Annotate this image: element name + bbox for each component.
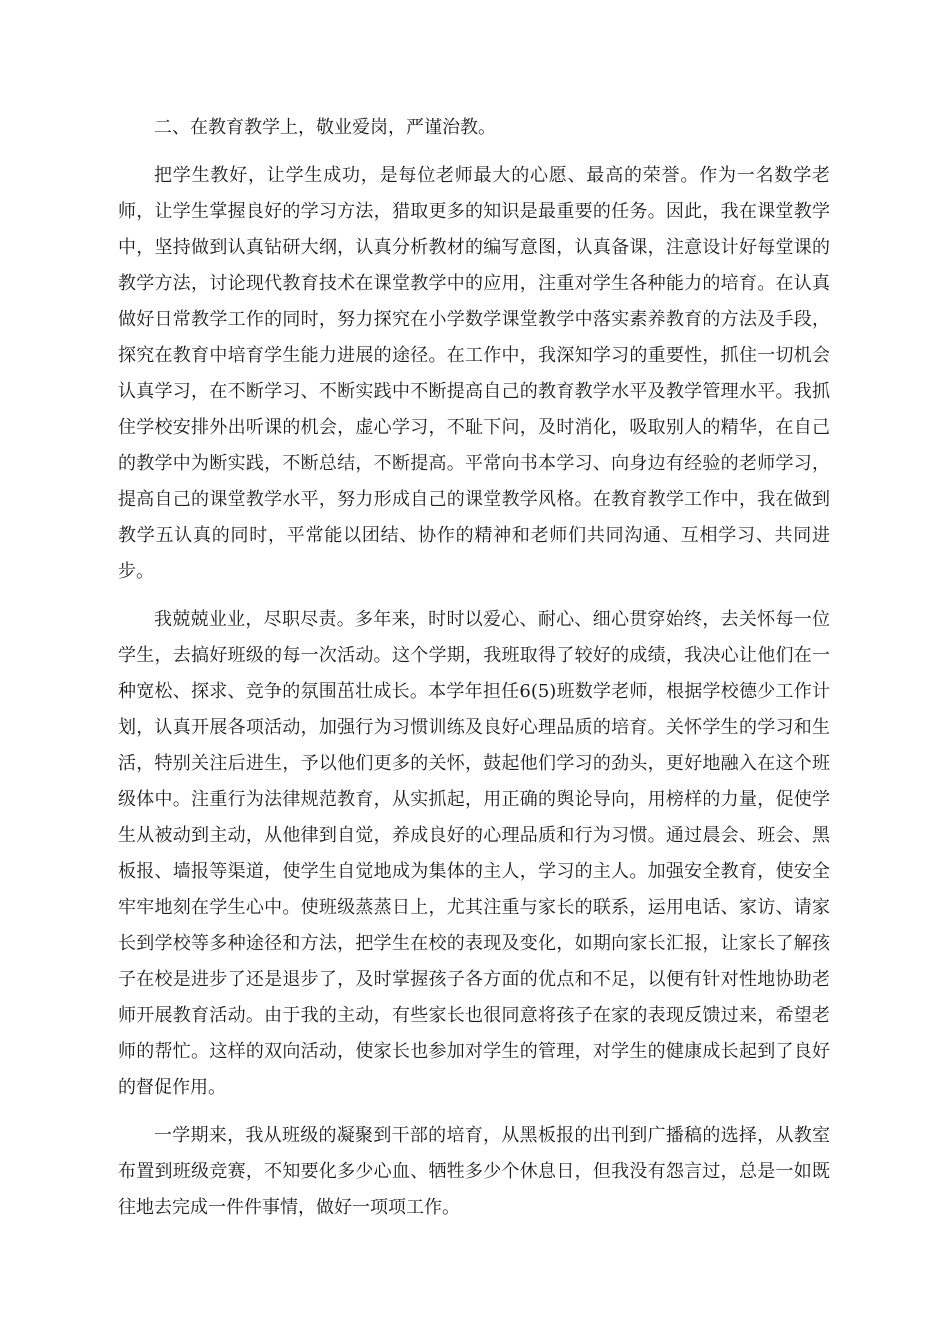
paragraph-summary: 一学期来，我从班级的凝聚到干部的培育，从黑板报的出刊到广播稿的选择，从教室布置到班级竞赛，不知要化多少心血、牺牲多少个休息日，但我没有怨言过，总是一如既往地去完成一件件事情，做好一项项工作。 <box>118 1125 830 1218</box>
section-heading: 二、在教育教学上，敬业爱岗，严谨治教。 <box>154 117 496 138</box>
document-body <box>118 110 830 1238</box>
paragraph-teaching: 把学生教好，让学生成功，是每位老师最大的心愿、最高的荣誉。作为一名数学老师，让学生掌握良好的学习方法，猎取更多的知识是最重要的任务。因此，我在课堂教学中，坚持做到认真钻研大纲，认真分析教材的编写意图，认真备课，注意设计好每堂课的教学方法，讨论现代教育技术在课堂教学中的应用，注重对学生各种能力的培育。在认真做好日常教学工作的同时，努力探究在小学数学课堂教学中落实素养教育的方法及手段，探究在教育中培育学生能力进展的途径。在工作中，我深知学习的重要性，抓住一切机会认真学习，在不断学习、不断实践中不断提高自己的教育教学水平及教学管理水平。我抓住学校安排外出听课的机会，虚心学习，不耻下问，及时消化，吸取别人的精华，在自己的教学中为断实践，不断总结，不断提高。平常向书本学习、向身边有经验的老师学习，提高自己的课堂教学水平，努力形成自己的课堂教学风格。在教育教学工作中，我在做到教学五认真的同时，平常能以团结、协作的精神和老师们共同沟通、互相学习、共同进步。 <box>118 165 830 582</box>
paragraph-class-management: 我兢兢业业，尽职尽责。多年来，时时以爱心、耐心、细心贯穿始终，去关怀每一位学生，去搞好班级的每一次活动。这个学期，我班取得了较好的成绩，我决心让他们在一种宽松、探求、竞争的氛围茁壮成长。本学年担任6(5)班数学老师，根据学校德少工作计划，认真开展各项活动，加强行为习惯训练及良好心理品质的培育。关怀学生的学习和生活，特别关注后进生，予以他们更多的关怀，鼓起他们学习的劲头，更好地融入在这个班级体中。注重行为法律规范教育，从实抓起，用正确的舆论导向，用榜样的力量，促使学生从被动到主动，从他律到自觉，养成良好的心理品质和行为习惯。通过晨会、班会、黑板报、墙报等渠道，使学生自觉地成为集体的主人，学习的主人。加强安全教育，使安全牢牢地刻在学生心中。使班级蒸蒸日上，尤其注重与家长的联系，运用电话、家访、请家长到学校等多种途径和方法，把学生在校的表现及变化，如期向家长汇报，让家长了解孩子在校是进步了还是退步了，及时掌握孩子各方面的优点和不足，以便有针对性地协助老师开展教育活动。由于我的主动，有些家长也很同意将孩子在家的表现反馈过来，希望老师的帮忙。这样的双向活动，使家长也参加对学生的管理，对学生的健康成长起到了良好的督促作用。 <box>118 609 830 1098</box>
